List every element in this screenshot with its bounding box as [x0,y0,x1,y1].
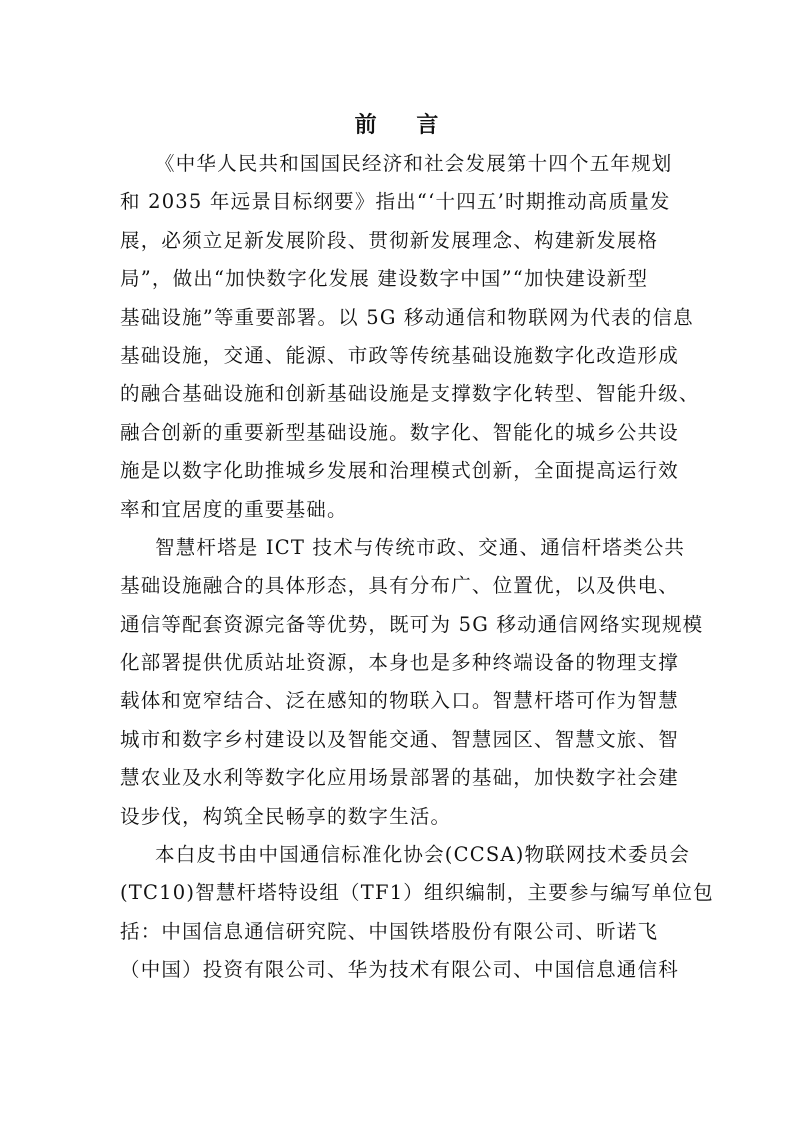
text-line: （中国）投资有限公司、华为技术有限公司、中国信息通信科 [120,958,679,982]
text-line: 《中华人民共和国国民经济和社会发展第十四个五年规划 [155,152,673,175]
text-line: 设步伐，构筑全民畅享的数字生活。 [120,804,452,828]
text-line: 本白皮书由中国通信标准化协会(CCSA)物联网技术委员会 [155,843,691,867]
body-text [0,150,793,995]
page-title: 前 言 [354,113,455,138]
text-line: 展，必须立足新发展阶段、贯彻新发展理念、构建新发展格 [120,228,659,252]
paragraph-3 [0,841,793,995]
paragraph-2 [0,534,793,841]
text-line: 慧农业及水利等数字化应用场景部署的基础，加快数字社会建 [120,766,679,790]
text-line: 基础设施融合的具体形态，具有分布广、位置优，以及供电、 [120,574,679,598]
text-line: 括：中国信息通信研究院、中国铁塔股份有限公司、昕诺飞 [120,919,659,943]
text-line: 化部署提供优质站址资源，本身也是多种终端设备的物理支撑 [120,651,679,675]
text-line: 基础设施”等重要部署。以 5G 移动通信和物联网为代表的信息 [120,305,694,329]
text-line: 载体和宽窄结合、泛在感知的物联入口。智慧杆塔可作为智慧 [120,689,679,713]
paragraph-1 [0,150,793,534]
text-line: 城市和数字乡村建设以及智能交通、智慧园区、智慧文旅、智 [120,727,679,751]
text-line: 施是以数字化助推城乡发展和治理模式创新，全面提高运行效 [120,459,679,483]
text-line: 局”，做出“加快数字化发展 建设数字中国”“加快建设新型 [120,267,649,291]
text-line: 通信等配套资源完备等优势，既可为 5G 移动通信网络实现规模 [120,612,704,636]
text-line: 的融合基础设施和创新基础设施是支撑数字化转型、智能升级、 [120,382,700,406]
text-line: (TC10)智慧杆塔特设组（TF1）组织编制，主要参与编写单位包 [120,881,714,905]
text-line: 融合创新的重要新型基础设施。数字化、智能化的城乡公共设 [120,420,679,444]
text-line: 率和宜居度的重要基础。 [120,497,348,521]
text-line: 基础设施，交通、能源、市政等传统基础设施数字化改造形成 [120,343,679,367]
text-line: 智慧杆塔是 ICT 技术与传统市政、交通、通信杆塔类公共 [155,535,686,559]
text-line: 和 2035 年远景目标纲要》指出“‘十四五’时期推动高质量发 [120,190,671,214]
